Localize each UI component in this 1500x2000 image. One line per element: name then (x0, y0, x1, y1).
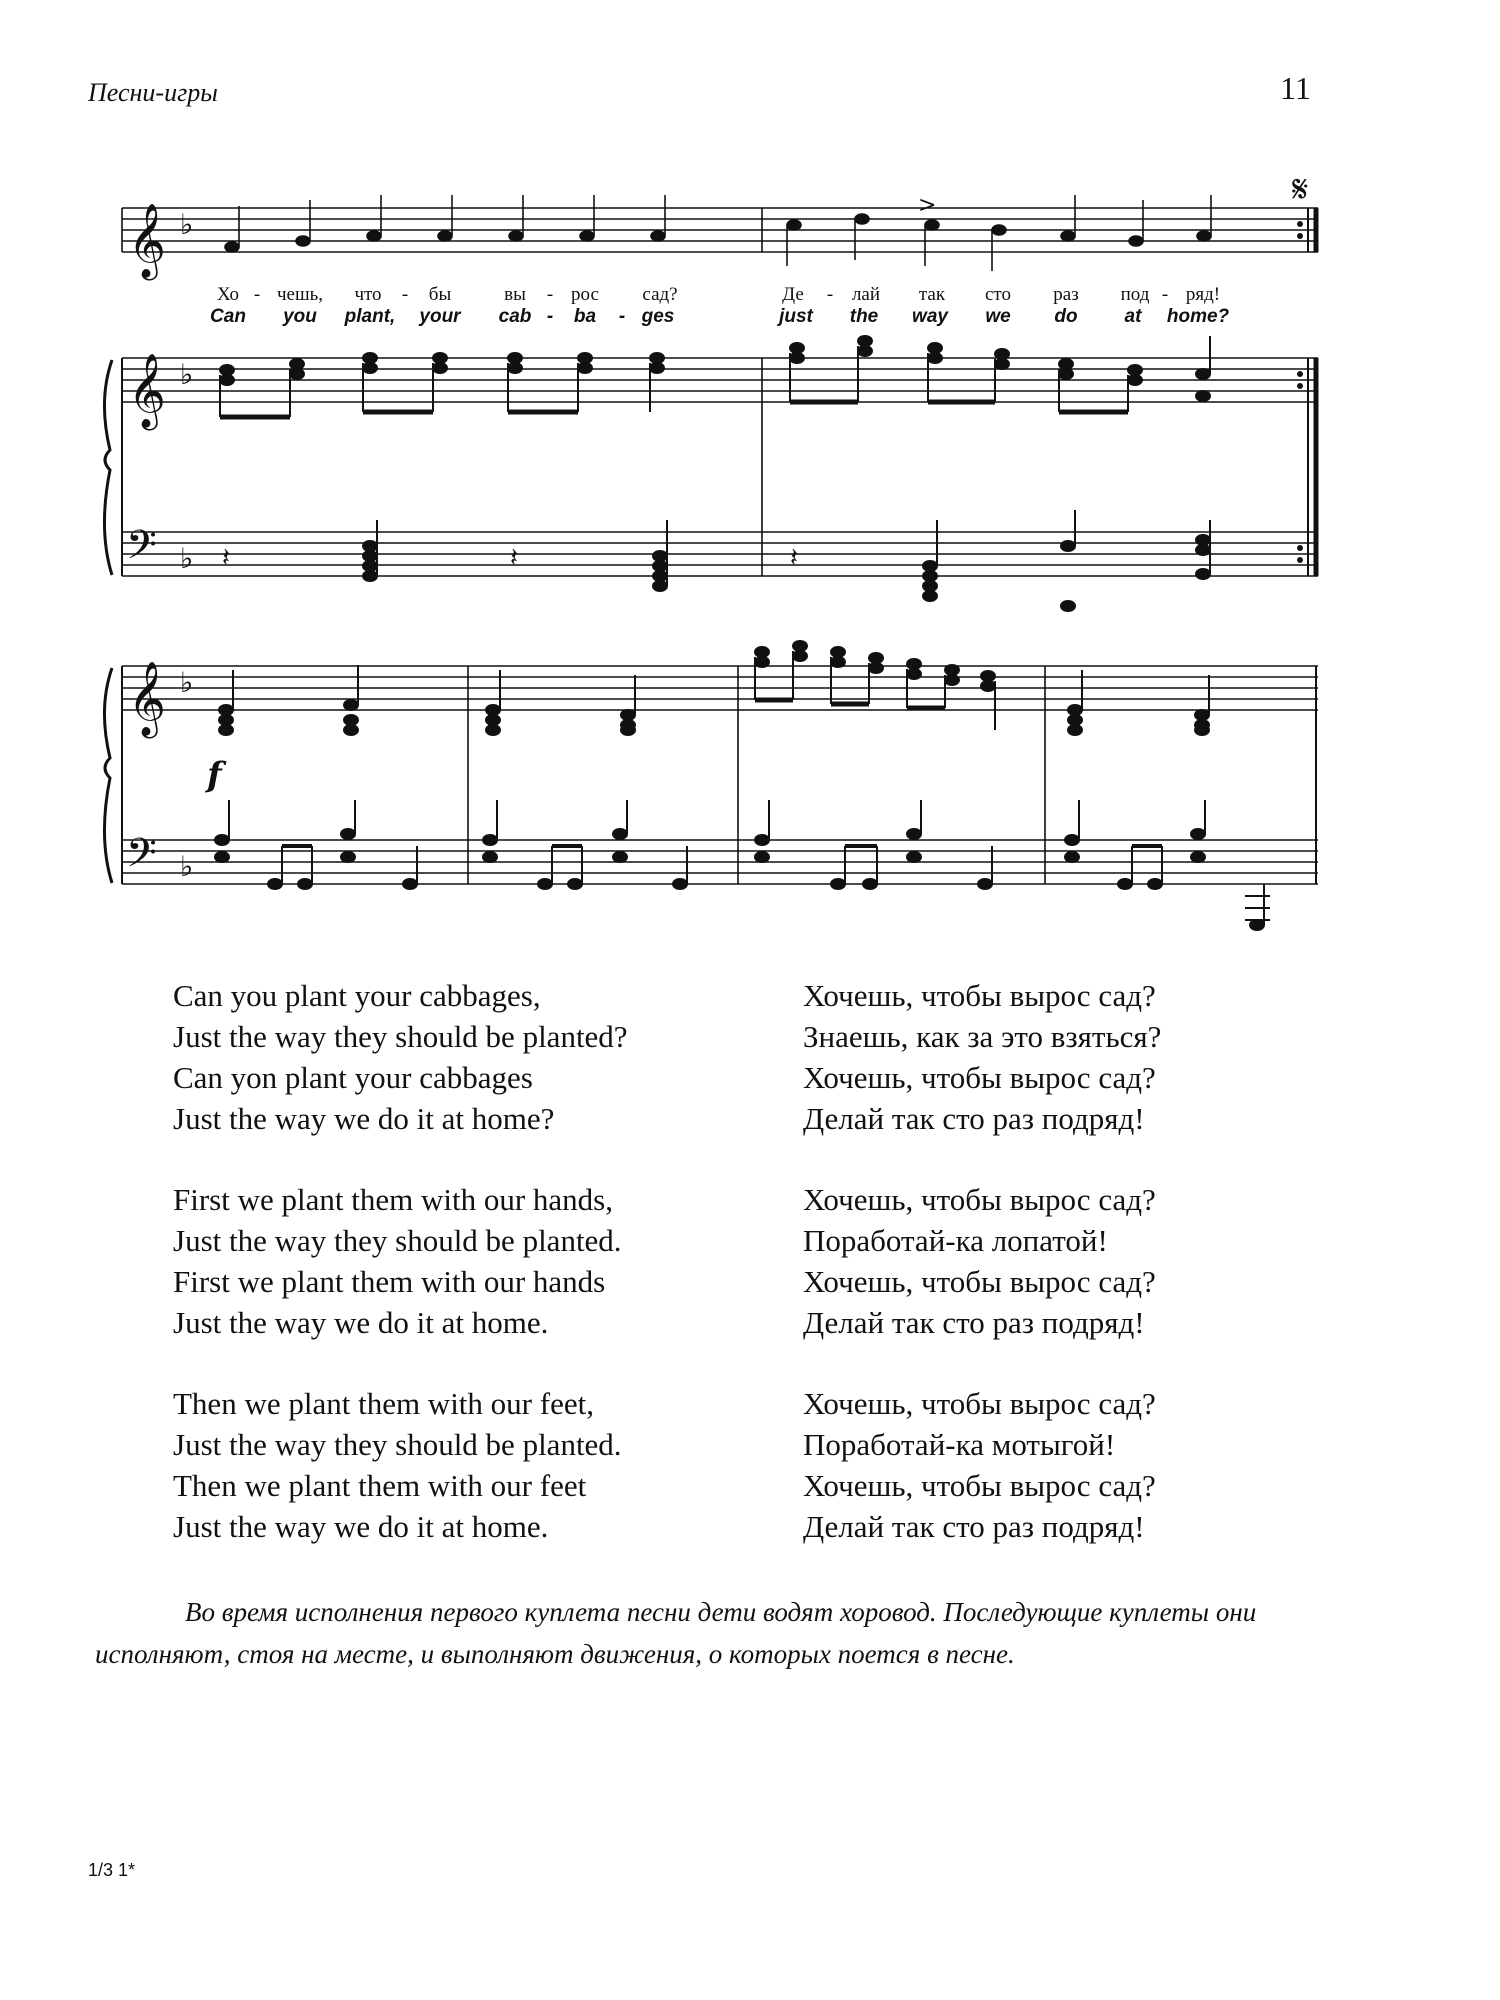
verse-line (0, 975, 1500, 1016)
piano-bass-staff-1 (122, 532, 1318, 576)
verse-line-ru: Хочешь, чтобы вырос сад? (803, 978, 1156, 1013)
verse-line-en: Just the way they should be planted. (173, 1223, 622, 1258)
treble-clef-icon: 𝄞 (128, 204, 166, 278)
lyric-syllable: лай (851, 284, 881, 305)
verse-line (0, 1465, 1500, 1506)
flat-icon: ♭ (180, 542, 194, 575)
verse-line-en: Just the way they should be planted. (173, 1427, 622, 1462)
lyric-word: way (912, 306, 948, 327)
verse-1 (0, 975, 1500, 1139)
verse-2 (0, 1179, 1500, 1343)
verse-line-en: Can you plant your cabbages, (173, 978, 541, 1013)
verse-line (0, 1057, 1500, 1098)
lyric-syllable: Де (782, 284, 804, 305)
bass-clef-icon: 𝄢 (126, 830, 157, 886)
lyric-word: you (283, 306, 317, 327)
flat-icon: ♭ (180, 358, 194, 391)
piano-treble-chords-1 (220, 336, 1210, 417)
section-title: Песни-игры (88, 78, 218, 107)
lyric-word: home? (1166, 306, 1230, 327)
verse-line-en: Just the way we do it at home. (173, 1509, 549, 1544)
piano-treble-staff-2 (122, 666, 1318, 710)
lyric-word: ba (573, 306, 597, 327)
verse-line-en: Then we plant them with our feet, (173, 1386, 594, 1421)
vocal-notes (225, 195, 1211, 271)
lyric-syllable: - (253, 284, 261, 305)
lyric-syllable: ряд! (1185, 284, 1221, 305)
svg-text:𝄽: 𝄽 (510, 543, 518, 572)
lyric-word: the (849, 306, 879, 327)
lyric-syllable: - (546, 284, 554, 305)
page-number: 11 (1280, 70, 1311, 106)
lyric-syllable: чешь, (276, 284, 324, 305)
treble-clef-icon: 𝄞 (128, 354, 166, 428)
verse-line (0, 1424, 1500, 1465)
accent-mark: > (918, 193, 937, 218)
song-verses (0, 975, 1500, 1587)
lyric-syllable: рос (571, 284, 599, 305)
verse-line-en: First we plant them with our hands, (173, 1182, 613, 1217)
verse-line (0, 1179, 1500, 1220)
verse-line-ru: Поработай-ка лопатой! (803, 1223, 1108, 1258)
flat-icon: ♭ (180, 850, 194, 883)
svg-text:𝄽: 𝄽 (790, 543, 798, 572)
verse-line-en: Just the way we do it at home. (173, 1305, 549, 1340)
verse-line-en: First we plant them with our hands (173, 1264, 606, 1299)
verse-line-ru: Делай так сто раз подряд! (803, 1305, 1145, 1340)
segno-icon: 𝄋 (1292, 167, 1309, 211)
lyric-syllable: бы (428, 284, 452, 305)
treble-clef-icon: 𝄞 (128, 662, 166, 736)
piano-bass-chords-2 (215, 800, 1270, 930)
verse-line-ru: Хочешь, чтобы вырос сад? (803, 1468, 1156, 1503)
footnote: 1/3 1* (88, 1860, 136, 1880)
lyric-syllable: так (918, 284, 946, 305)
lyric-syllable: сто (985, 284, 1011, 305)
verse-line (0, 1383, 1500, 1424)
piano-bass-chords-1 (222, 510, 1210, 611)
verse-line (0, 1220, 1500, 1261)
verse-line-ru: Знаешь, как за это взяться? (803, 1019, 1162, 1054)
verse-line-ru: Хочешь, чтобы вырос сад? (803, 1182, 1156, 1217)
verse-line-en: Then we plant them with our feet (173, 1468, 587, 1503)
lyric-word: your (419, 306, 461, 327)
sheet-music (0, 0, 1500, 960)
lyric-word: just (779, 306, 813, 327)
lyric-word: we (985, 306, 1011, 327)
verse-line-ru: Поработай-ка мотыгой! (803, 1427, 1116, 1462)
lyric-syllable: - (826, 284, 834, 305)
svg-text:𝄽: 𝄽 (222, 543, 230, 572)
lyric-word: Can (210, 306, 246, 327)
verse-line-en: Just the way they should be planted? (173, 1019, 628, 1054)
performance-instructions: Во время исполнения первого куплета песни дети водят хоровод. Последующие куплеты они исполняют, стоя на месте, и выполняют движения, о которых поется в песне. (95, 1597, 1257, 1669)
lyric-syllable: сад? (642, 284, 678, 305)
verse-line-ru: Хочешь, чтобы вырос сад? (803, 1264, 1156, 1299)
lyric-syllable: Хо (216, 284, 240, 305)
verse-line-ru: Делай так сто раз подряд! (803, 1509, 1145, 1544)
lyric-word: - (546, 306, 554, 327)
verse-line (0, 1302, 1500, 1343)
lyric-syllable: - (401, 284, 409, 305)
verse-line (0, 1261, 1500, 1302)
flat-icon: ♭ (180, 666, 194, 699)
lyric-syllable: вы (504, 284, 526, 305)
lyric-syllable: что (354, 284, 382, 305)
verse-line-ru: Делай так сто раз подряд! (803, 1101, 1145, 1136)
lyric-syllable: под (1120, 284, 1150, 305)
lyric-word: - (618, 306, 626, 327)
lyric-word: plant, (344, 306, 396, 327)
verse-line (0, 1016, 1500, 1057)
verse-line (0, 1506, 1500, 1547)
lyric-syllable: - (1161, 284, 1169, 305)
lyric-word: at (1124, 306, 1142, 327)
lyric-word: do (1054, 306, 1078, 327)
verse-line-ru: Хочешь, чтобы вырос сад? (803, 1386, 1156, 1421)
verse-line (0, 1098, 1500, 1139)
verse-line-en: Can yon plant your cabbages (173, 1060, 533, 1095)
verse-line-en: Just the way we do it at home? (173, 1101, 555, 1136)
verse-line-ru: Хочешь, чтобы вырос сад? (803, 1060, 1156, 1095)
lyric-word: cab (498, 306, 532, 327)
flat-icon: ♭ (180, 208, 194, 241)
lyric-syllable: раз (1053, 284, 1079, 305)
bass-clef-icon: 𝄢 (126, 522, 157, 578)
lyric-word: ges (641, 306, 675, 327)
verse-3 (0, 1383, 1500, 1547)
dynamic-forte: f (207, 755, 222, 795)
